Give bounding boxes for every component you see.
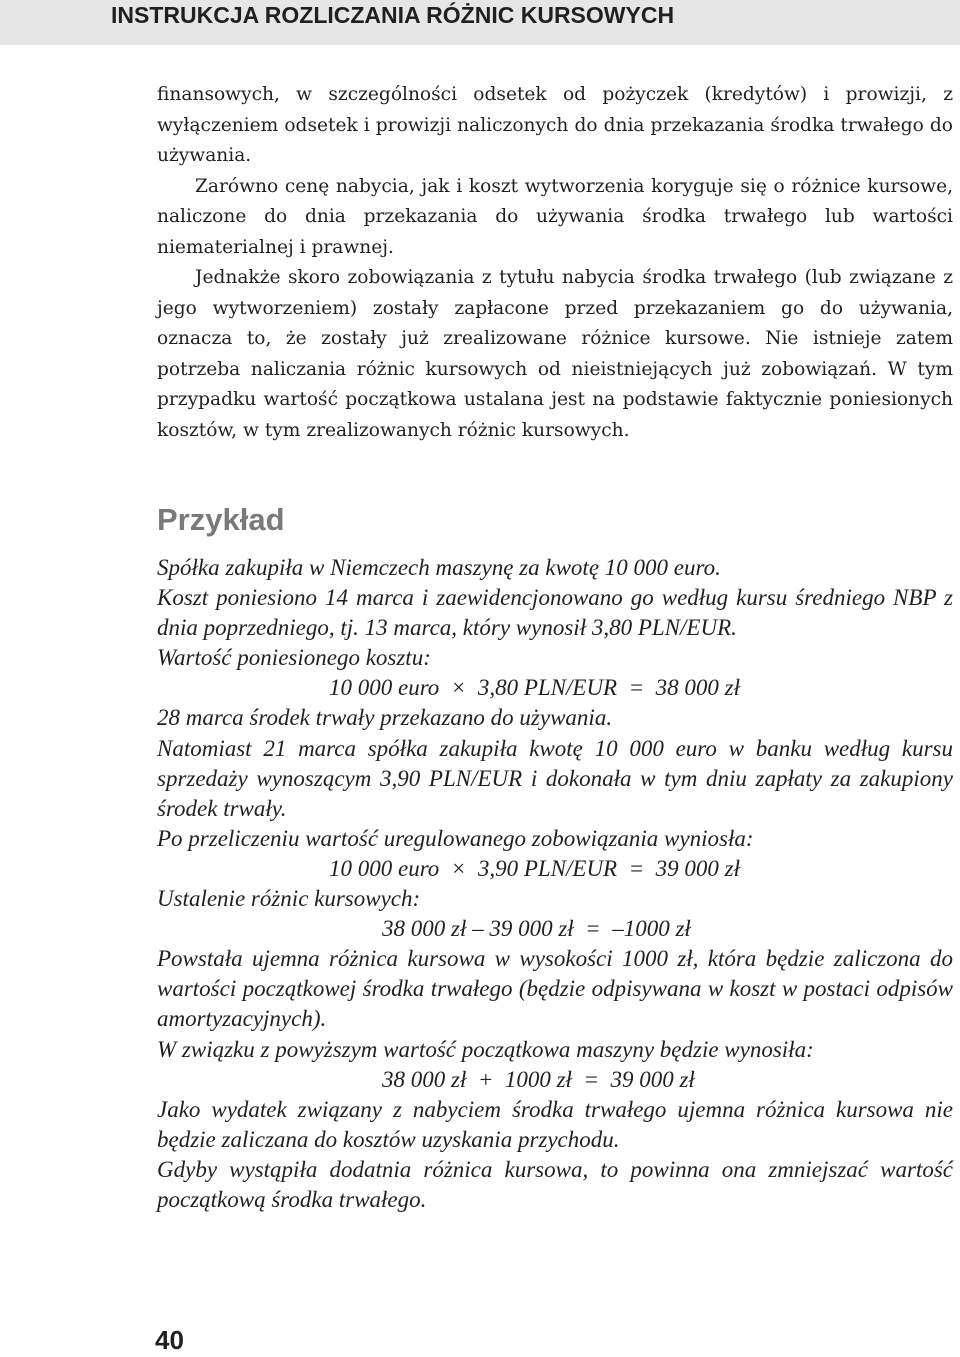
example-line: Gdyby wystąpiła dodatnia różnica kursowa, to powinna ona zmniejszać wartość początkową środka trwałego. bbox=[157, 1156, 953, 1212]
header-title: INSTRUKCJA ROZLICZANIA RÓŻNIC KURSOWYCH bbox=[111, 2, 675, 28]
body-paragraph: Jednakże skoro zobowiązania z tytułu nabycia środka trwałego (lub związane z jego wytworzeniem) zostały zapłacone przed przekazaniem go do używania, oznacza to, że zostały już zrealizowane różnice kursowe. Nie istnieje zatem potrzeba naliczania różnic kursowych od nieistniejących już zobowiązań. W tym przypadku wartość początkowa ustalana jest na podstawie faktycznie poniesionych kosztów, w tym zrealizowanych różnic kursowych. bbox=[157, 267, 953, 441]
example-line: Ustalenie różnic kursowych: bbox=[157, 886, 421, 912]
example-line: Natomiast 21 marca spółka zakupiła kwotę 10 000 euro w banku według kursu sprzedaży wynoszącym 3,90 PLN/EUR i dokonała w tym dniu zapłaty za zakupiony środek trwały. bbox=[157, 735, 953, 821]
example-line: Jako wydatek związany z nabyciem środka trwałego ujemna różnica kursowa nie będzie zaliczana do kosztów uzyskania przychodu. bbox=[157, 1096, 953, 1152]
example-formula: 10 000 euro × 3,90 PLN/EUR = 39 000 zł bbox=[329, 855, 740, 881]
example-block bbox=[157, 553, 953, 1215]
running-header bbox=[0, 0, 960, 45]
example-formula: 10 000 euro × 3,80 PLN/EUR = 38 000 zł bbox=[329, 675, 740, 701]
example-formula: 38 000 zł + 1000 zł = 39 000 zł bbox=[382, 1066, 695, 1092]
example-line: Spółka zakupiła w Niemczech maszynę za kwotę 10 000 euro. bbox=[157, 555, 721, 580]
example-heading: Przykład bbox=[157, 502, 285, 537]
body-paragraph: Zarówno cenę nabycia, jak i koszt wytworzenia koryguje się o różnice kursowe, naliczone do dnia przekazania do używania środka trwałego lub wartości niematerialnej i prawnej. bbox=[157, 175, 953, 258]
example-line: Koszt poniesiono 14 marca i zaewidencjonowano go według kursu średniego NBP z dnia poprzedniego, tj. 13 marca, który wynosił 3,80 PLN/EUR. bbox=[157, 585, 953, 641]
example-line: Wartość poniesionego kosztu: bbox=[157, 645, 431, 671]
body-text bbox=[157, 80, 953, 446]
example-line: Powstała ujemna różnica kursowa w wysokości 1000 zł, która będzie zaliczona do wartości początkowej środka trwałego (będzie odpisywana w koszt w postaci odpisów amortyzacyjnych). bbox=[157, 946, 953, 1032]
body-paragraph: finansowych, w szczególności odsetek od pożyczek (kredytów) i prowizji, z wyłączeniem odsetek i prowizji naliczonych do dnia przekazania środka trwałego do używania. bbox=[157, 84, 953, 166]
example-line: W związku z powyższym wartość początkowa maszyny będzie wynosiła: bbox=[157, 1036, 814, 1062]
example-line: Po przeliczeniu wartość uregulowanego zobowiązania wyniosła: bbox=[157, 825, 754, 851]
example-formula: 38 000 zł – 39 000 zł = –1000 zł bbox=[382, 916, 691, 942]
example-line: 28 marca środek trwały przekazano do używania. bbox=[157, 705, 613, 731]
page-number: 40 bbox=[155, 1325, 184, 1355]
